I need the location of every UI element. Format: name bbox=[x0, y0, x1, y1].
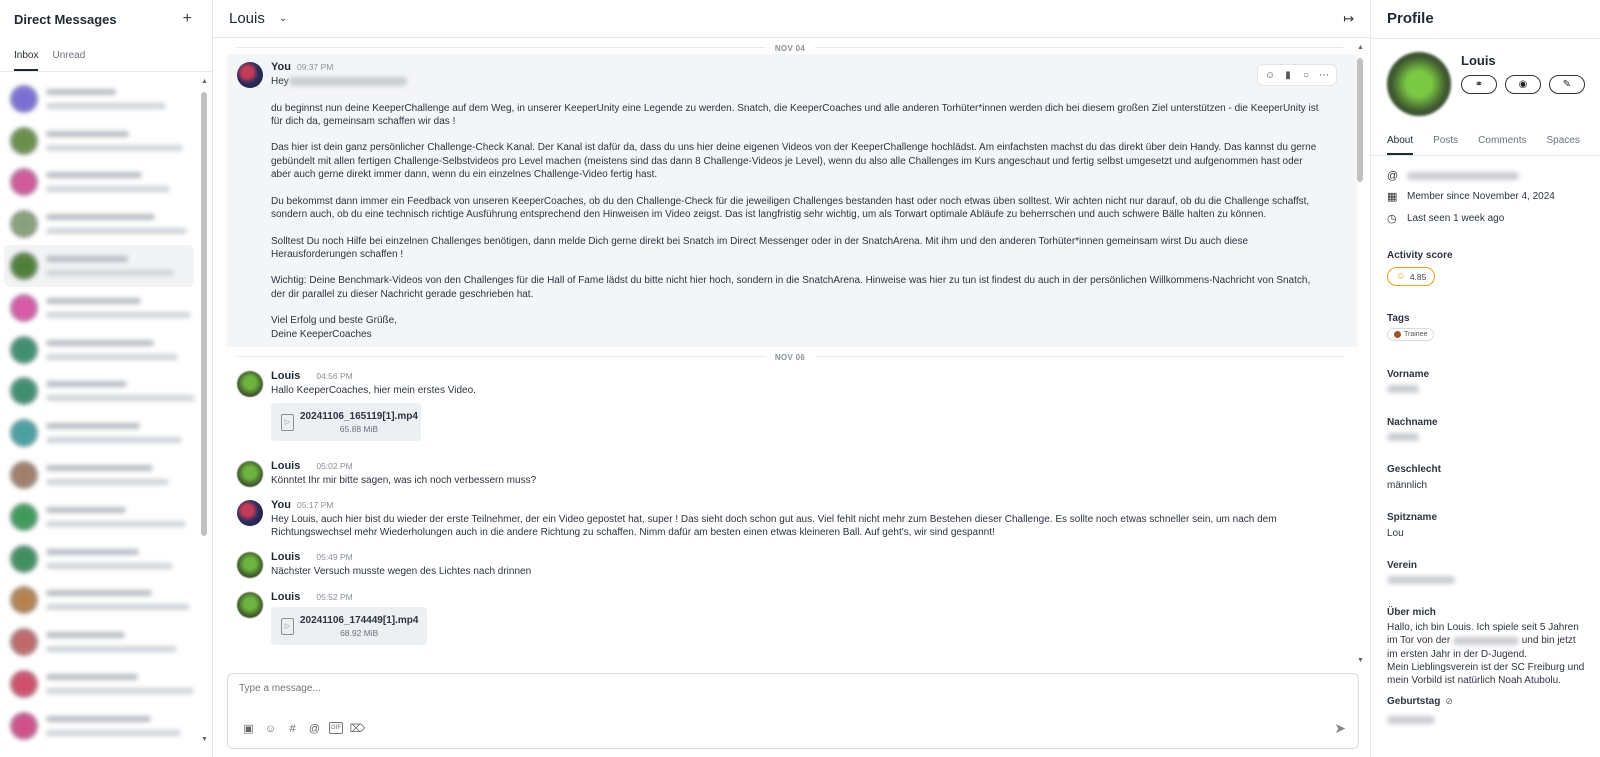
spitzname-value: Lou bbox=[1387, 528, 1404, 539]
message-text: Könntet Ihr mir bitte sagen, was ich noch verbessern muss? bbox=[271, 475, 537, 486]
tab-comments[interactable]: Comments bbox=[1478, 135, 1527, 146]
redacted-preview bbox=[46, 270, 174, 276]
conversation-item[interactable] bbox=[4, 120, 194, 162]
emoji-icon[interactable]: ☺ bbox=[264, 722, 277, 735]
message-author[interactable]: You bbox=[271, 61, 291, 73]
avatar[interactable] bbox=[10, 503, 38, 531]
scroll-down-icon[interactable]: ▼ bbox=[1357, 657, 1364, 664]
avatar[interactable] bbox=[10, 252, 38, 280]
message-time: 09:37 PM bbox=[296, 62, 334, 72]
message[interactable] bbox=[227, 544, 1357, 584]
file-size: 65.88 MiB bbox=[339, 423, 379, 434]
message-author[interactable]: Louis bbox=[271, 370, 301, 382]
avatar[interactable] bbox=[10, 670, 38, 698]
about-line: Hallo, ich bin Louis. Ich spiele seit 5 Jahren im Tor von der bbox=[1387, 622, 1579, 647]
message-author[interactable]: You bbox=[271, 499, 291, 511]
nachname-label: Nachname bbox=[1387, 417, 1438, 428]
avatar[interactable] bbox=[10, 210, 38, 238]
file-attachment[interactable] bbox=[271, 403, 421, 441]
conversation-item[interactable] bbox=[4, 203, 194, 245]
message-actions bbox=[1257, 64, 1337, 86]
conversation-preview bbox=[46, 507, 194, 527]
conversation-item[interactable] bbox=[4, 538, 194, 580]
redacted-preview bbox=[46, 437, 182, 443]
conversation-preview bbox=[46, 381, 195, 401]
redacted-preview bbox=[46, 228, 187, 234]
dm-header bbox=[0, 0, 212, 38]
redacted-preview bbox=[46, 103, 166, 109]
message-time: 05:02 PM bbox=[316, 461, 353, 471]
conversation-preview bbox=[46, 340, 194, 360]
conversation-preview bbox=[46, 89, 194, 109]
vorname-label: Vorname bbox=[1387, 369, 1430, 380]
about-text bbox=[1387, 621, 1587, 687]
redacted-text bbox=[1387, 385, 1419, 393]
redacted-name bbox=[46, 590, 152, 596]
about-line: und bin jetzt im ersten Jahr in der D-Jugend. bbox=[1387, 635, 1576, 660]
profile-last-seen bbox=[1387, 212, 1504, 225]
activity-score-badge bbox=[1387, 267, 1435, 286]
conversation-preview bbox=[46, 131, 194, 151]
closing-line: Viel Erfolg und beste Grüße, bbox=[271, 315, 397, 327]
conversation-preview bbox=[46, 632, 194, 652]
avatar[interactable] bbox=[10, 168, 38, 196]
hashtag-icon[interactable]: # bbox=[289, 722, 296, 735]
message-time: 05:49 PM bbox=[316, 552, 353, 562]
redacted-name bbox=[46, 507, 126, 513]
tab-posts[interactable]: Posts bbox=[1433, 135, 1459, 146]
avatar[interactable] bbox=[10, 419, 38, 447]
day-separator bbox=[237, 349, 1343, 363]
conversation-scrollbar[interactable] bbox=[201, 78, 208, 743]
activity-label: Activity score bbox=[1387, 250, 1453, 261]
redacted-name bbox=[46, 172, 142, 178]
day-label: NOV 04 bbox=[765, 44, 815, 53]
avatar[interactable] bbox=[10, 586, 38, 614]
smiley-icon: ☺ bbox=[1395, 271, 1406, 282]
tags-label: Tags bbox=[1387, 313, 1410, 324]
redacted-name bbox=[46, 423, 140, 429]
nachname-value bbox=[1387, 433, 1419, 444]
message-text: Hallo KeeperCoaches, hier mein erstes Video. bbox=[271, 385, 476, 396]
profile-name: Louis bbox=[1461, 53, 1496, 68]
conversation-preview bbox=[46, 716, 194, 736]
divider bbox=[1371, 38, 1600, 39]
conversation-preview bbox=[46, 298, 194, 318]
reply-icon[interactable]: ○ bbox=[1302, 69, 1310, 81]
vorname-value bbox=[1387, 385, 1419, 396]
file-attachment[interactable] bbox=[271, 607, 427, 645]
message-time: 05:52 PM bbox=[316, 592, 353, 602]
redacted-preview bbox=[46, 688, 194, 694]
conversation-item[interactable] bbox=[4, 663, 194, 705]
view-button[interactable]: ◉ bbox=[1505, 75, 1541, 94]
redacted-email bbox=[289, 77, 407, 86]
profile-member-since bbox=[1387, 190, 1555, 203]
message-time: 05:17 PM bbox=[296, 500, 334, 510]
file-size: 68.92 MiB bbox=[340, 627, 379, 638]
paragraph: Du bekommst dann immer ein Feedback von unseren KeeperCoaches, ob du den Challenge-Check für die jeweiligen Challenges bestanden hast oder noch etwas üben solltest. Wir achten nicht nur darauf, ob du die Challenge schaffst, sondern auch, ob du eine technisch richtige Ausführung entsprechend den Hinweisen im Video zeigst. Das ist langfristig sehr wichtig, um als Torwart optimale Abläufe zu beherrschen und auch schwere Bälle halten zu können. bbox=[271, 195, 1310, 220]
profile-avatar[interactable] bbox=[1387, 52, 1451, 116]
message-author[interactable]: Louis bbox=[271, 591, 301, 603]
geburtstag-row bbox=[1387, 696, 1453, 707]
geburtstag-value bbox=[1387, 716, 1435, 727]
avatar[interactable] bbox=[237, 500, 263, 526]
divider bbox=[1371, 155, 1600, 156]
plus-icon[interactable]: + bbox=[182, 10, 192, 27]
paragraph: Wichtig: Deine Benchmark-Videos von den Challenges für die Hall of Fame lädst du bitte nicht hier hoch, sondern in die SnatchArena. Hinweise was hier zu tun ist findest du auch in der persönlichen Willkommens-Nachricht von Snatch, der dir parallel zu dieser Nachricht gerade geschrieben hat. bbox=[271, 275, 1311, 300]
avatar[interactable] bbox=[10, 336, 38, 364]
about-line: Mein Lieblingsverein ist der SC Freiburg und mein Vorbild ist natürlich Noah Atubolu. bbox=[1387, 661, 1585, 687]
message[interactable] bbox=[227, 54, 1357, 347]
redacted-preview bbox=[46, 646, 177, 652]
conversation-preview bbox=[46, 465, 194, 485]
tab-spaces[interactable]: Spaces bbox=[1546, 135, 1580, 146]
conversation-item[interactable] bbox=[4, 705, 194, 747]
tab-about[interactable]: About bbox=[1387, 135, 1413, 155]
redacted-preview bbox=[46, 312, 191, 318]
message-text: Nächster Versuch musste wegen des Lichtes nach drinnen bbox=[271, 566, 532, 577]
redacted-name bbox=[46, 214, 155, 220]
message-text bbox=[271, 75, 1321, 341]
profile-title: Profile bbox=[1387, 10, 1434, 27]
verein-label: Verein bbox=[1387, 560, 1418, 571]
redacted-name bbox=[46, 256, 128, 262]
avatar[interactable] bbox=[237, 62, 263, 88]
scrollbar-thumb[interactable] bbox=[201, 92, 207, 536]
avatar[interactable] bbox=[237, 371, 263, 397]
conversation-item[interactable] bbox=[4, 580, 194, 622]
message-author[interactable]: Louis bbox=[271, 551, 301, 563]
day-separator bbox=[237, 40, 1343, 54]
chat-title[interactable] bbox=[229, 10, 287, 27]
message-author[interactable]: Louis bbox=[271, 460, 301, 472]
redacted-preview bbox=[46, 604, 190, 610]
tag-text: Trainee bbox=[1404, 331, 1428, 338]
avatar[interactable] bbox=[10, 712, 38, 740]
conversation-preview bbox=[46, 674, 194, 694]
link-button[interactable]: ⚭ bbox=[1461, 75, 1497, 94]
avatar[interactable] bbox=[237, 552, 263, 578]
dm-tabs bbox=[0, 38, 212, 72]
bookmark-icon[interactable]: ▮ bbox=[1285, 69, 1291, 81]
redacted-preview bbox=[46, 730, 181, 736]
paragraph: Das hier ist dein ganz persönlicher Challenge-Check Kanal. Der Kanal ist dafür da, dass du uns hier deine eigenen Videos von der KeeperChallenge hochlädst. Am einfachsten machst du das direkt über dein Handy. Das kannst du gerne gebündelt mit allen fertigen Challenge-Selbstvideos pro Level machen (meistens sind das dann 8 Challenge-Videos je Level), wenn du also alle Challenges im Kurs angeschaut und fertig selbst umgesetzt und aufgenommen hast oder aber auch gerne direkt immer dann, wenn du ein einzelnes Challenge-Video fertig hast. bbox=[271, 142, 1317, 181]
profile-actions bbox=[1461, 75, 1585, 94]
video-file-icon: ▷ bbox=[281, 618, 294, 635]
clock-icon: ◷ bbox=[1387, 213, 1397, 225]
geschlecht-label: Geschlecht bbox=[1387, 464, 1441, 475]
redacted-email bbox=[1407, 172, 1519, 180]
redacted-text bbox=[1387, 433, 1419, 441]
geburtstag-label: Geburtstag bbox=[1387, 696, 1441, 707]
avatar[interactable] bbox=[10, 127, 38, 155]
message-stream bbox=[227, 40, 1357, 672]
conversation-preview bbox=[46, 172, 194, 192]
profile-email bbox=[1387, 170, 1519, 182]
redacted-preview bbox=[46, 186, 170, 192]
conversation-item[interactable] bbox=[4, 329, 194, 371]
redacted-name bbox=[46, 549, 139, 555]
paragraph: du beginnst nun deine KeeperChallenge auf dem Weg, in unserer KeeperUnity eine Legende zu werden. Snatch, die KeeperCoaches und alle anderen Torhüter*innen werden dich bei diesem großen Ziel unterstützen - die KeeperUnity ist für dich da, gemeinsam schaffen wir das ! bbox=[271, 102, 1319, 127]
avatar[interactable] bbox=[237, 461, 263, 487]
file-name: 20241106_165119[1].mp4 bbox=[300, 410, 418, 422]
gif-icon[interactable]: GIF bbox=[329, 722, 343, 734]
edit-button[interactable]: ✎ bbox=[1549, 75, 1585, 94]
message-text: Hey Louis, auch hier bist du wieder der erste Teilnehmer, der ein Video gepostet hat, super ! Das sieht doch schon gut aus. Viel fehlt nicht mehr zum Bestehen dieser Challenge. Es sollte noch etwas schneller sein, um nach dem Richtungswechsel mehr Wiederholungen auch in die andere Richtung zu schaffen. Nimm dafür am besten einen etwas kleineren Ball. Auf geht's, wir sind gespannt! bbox=[271, 514, 1277, 539]
avatar[interactable] bbox=[237, 592, 263, 618]
geschlecht-value: männlich bbox=[1387, 480, 1428, 491]
conversation-preview bbox=[46, 549, 194, 569]
conversation-item[interactable] bbox=[4, 454, 194, 496]
attachment-icon[interactable]: ⌦ bbox=[349, 723, 366, 735]
message-input[interactable] bbox=[239, 683, 1239, 694]
avatar[interactable] bbox=[10, 294, 38, 322]
reaction-icon[interactable]: ☺ bbox=[1264, 69, 1276, 81]
verein-value bbox=[1387, 576, 1455, 587]
tag-badge[interactable] bbox=[1387, 328, 1434, 341]
redacted-name bbox=[46, 131, 129, 137]
conversation-item[interactable] bbox=[4, 412, 194, 454]
chat-header bbox=[213, 0, 1370, 38]
profile-panel bbox=[1371, 0, 1600, 757]
scroll-up-icon[interactable]: ▲ bbox=[201, 78, 208, 85]
tab-inbox[interactable]: Inbox bbox=[14, 50, 38, 71]
redacted-text bbox=[1387, 576, 1455, 584]
conversation-item[interactable] bbox=[4, 621, 194, 663]
redacted-text bbox=[1387, 716, 1435, 724]
chat-title-text: Louis bbox=[229, 10, 265, 27]
message-scrollbar[interactable] bbox=[1357, 44, 1364, 664]
member-since-text: Member since November 4, 2024 bbox=[1407, 191, 1555, 202]
redacted-preview bbox=[46, 395, 195, 401]
redacted-preview bbox=[46, 479, 169, 485]
tag-icon bbox=[1394, 331, 1401, 338]
image-icon[interactable]: ▣ bbox=[243, 723, 254, 735]
redacted-preview bbox=[46, 563, 173, 569]
day-label: NOV 06 bbox=[765, 353, 815, 362]
redacted-name bbox=[46, 89, 116, 95]
avatar[interactable] bbox=[10, 461, 38, 489]
conversation-item[interactable] bbox=[4, 496, 194, 538]
redacted-name bbox=[46, 465, 153, 471]
message-composer bbox=[227, 673, 1359, 749]
redacted-preview bbox=[46, 145, 183, 151]
scrollbar-thumb[interactable] bbox=[1357, 58, 1363, 182]
message[interactable] bbox=[227, 453, 1357, 492]
redacted-name bbox=[46, 674, 138, 680]
redacted-preview bbox=[46, 354, 178, 360]
conversation-item[interactable] bbox=[4, 371, 194, 413]
send-icon[interactable]: ➤ bbox=[1334, 720, 1346, 736]
conversation-preview bbox=[46, 214, 194, 234]
file-name: 20241106_174449[1].mp4 bbox=[300, 614, 419, 626]
tab-unread[interactable]: Unread bbox=[52, 50, 86, 61]
message-time: 04:56 PM bbox=[316, 371, 353, 381]
conversation-list bbox=[0, 72, 212, 757]
greeting: Hey bbox=[271, 76, 289, 87]
avatar[interactable] bbox=[10, 545, 38, 573]
more-icon[interactable]: ⋯ bbox=[1319, 69, 1329, 81]
conversation-preview bbox=[46, 590, 194, 610]
activity-score-value: 4.85 bbox=[1409, 271, 1427, 282]
paragraph: Solltest Du noch Hilfe bei einzelnen Challenges benötigen, dann melde Dich gerne direkt bei Snatch im Direct Messenger oder in der SnatchArena. Mit ihm und den anderen Torhüter*innen gemeinsam wirst Du auch diese Herausforderungen schaffen ! bbox=[271, 235, 1249, 260]
redacted-name bbox=[46, 298, 141, 304]
avatar[interactable] bbox=[10, 85, 38, 113]
spitzname-label: Spitzname bbox=[1387, 512, 1438, 523]
conversation-item[interactable] bbox=[4, 245, 194, 287]
redacted-name bbox=[46, 632, 125, 638]
closing-signature: Deine KeeperCoaches bbox=[271, 328, 372, 340]
conversation-preview bbox=[46, 423, 194, 443]
scroll-down-icon[interactable]: ▼ bbox=[201, 736, 208, 743]
ueber-label: Über mich bbox=[1387, 607, 1436, 618]
at-icon: @ bbox=[1387, 170, 1399, 182]
redacted-name bbox=[46, 381, 127, 387]
dm-title: Direct Messages bbox=[14, 11, 117, 27]
composer-toolbar bbox=[241, 721, 365, 736]
avatar[interactable] bbox=[10, 377, 38, 405]
message[interactable] bbox=[227, 492, 1357, 544]
chevron-down-icon[interactable]: ⌄ bbox=[278, 13, 288, 24]
chat-panel bbox=[213, 0, 1371, 757]
avatar[interactable] bbox=[10, 628, 38, 656]
toggle-sidebar-icon[interactable]: ↦ bbox=[1343, 10, 1354, 26]
last-seen-text: Last seen 1 week ago bbox=[1407, 213, 1505, 224]
video-file-icon: ▷ bbox=[281, 414, 294, 431]
mention-icon[interactable]: @ bbox=[308, 722, 321, 735]
calendar-icon: ▦ bbox=[1387, 191, 1398, 203]
conversation-item[interactable] bbox=[4, 287, 194, 329]
hidden-eye-icon: ⊘ bbox=[1445, 696, 1453, 706]
redacted-name bbox=[46, 340, 154, 346]
message[interactable] bbox=[227, 584, 1357, 654]
conversation-item[interactable] bbox=[4, 162, 194, 204]
redacted-preview bbox=[46, 521, 186, 527]
message[interactable] bbox=[227, 363, 1357, 453]
conversation-item[interactable] bbox=[4, 78, 194, 120]
profile-tabs bbox=[1387, 135, 1580, 155]
conversation-preview bbox=[46, 256, 194, 276]
dm-sidebar bbox=[0, 0, 213, 757]
redacted-name bbox=[46, 716, 151, 722]
scroll-up-icon[interactable]: ▲ bbox=[1357, 44, 1364, 51]
redacted-text bbox=[1453, 637, 1519, 645]
